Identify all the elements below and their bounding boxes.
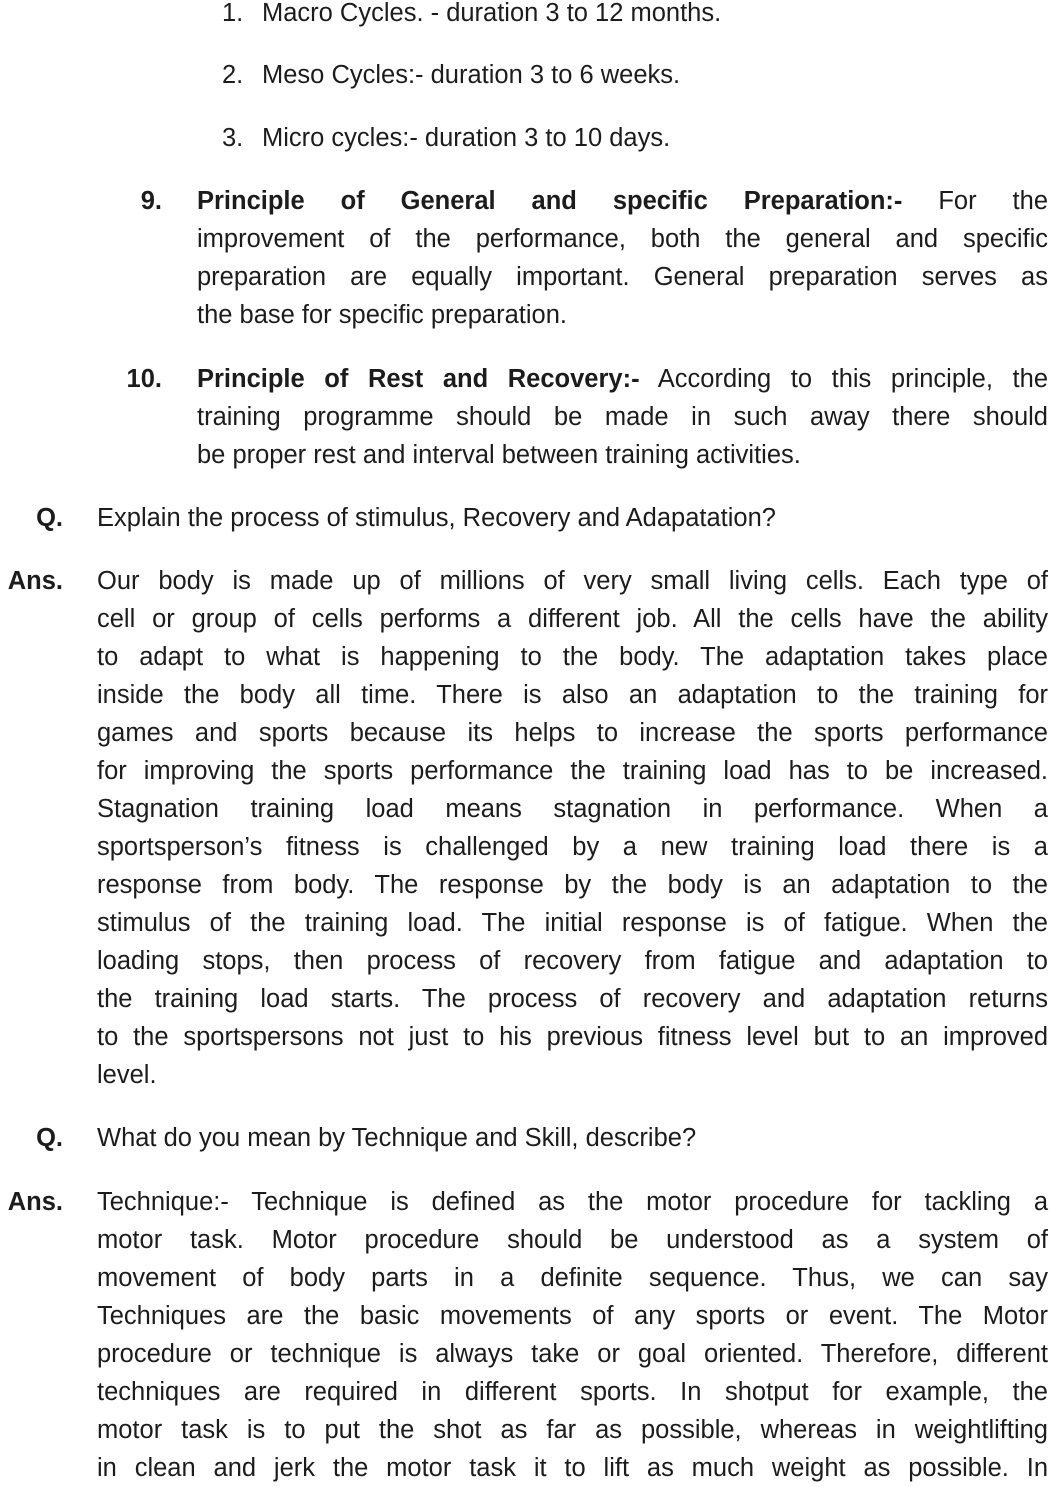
principle-title: Principle of Rest and Recovery:- [197,365,640,393]
cycle-item-macro [222,0,1002,32]
cycle-text: Micro cycles:- duration 3 to 10 days. [262,124,671,152]
answer-text [97,1183,1048,1487]
answer-line: games and sports because its helps to increase the sports performance [97,719,1048,747]
cycle-number: 3. [222,124,244,152]
answer-line: sportsperson’s fitness is challenged by a new training load there is a [97,833,1048,861]
principle-body [197,360,1048,474]
answer-line: cell or group of cells performs a different job. All the cells have the ability [97,605,1048,633]
principle-line: improvement of the performance, both the general and specific [197,225,1048,253]
answer-line: movement of body parts in a definite sequence. Thus, we can say [97,1264,1048,1292]
question-line: Explain the process of stimulus, Recovery and Adapatation? [97,504,776,532]
principle-line: the base for specific preparation. [197,301,567,329]
answer-line: procedure or technique is always take or goal oriented. Therefore, different [97,1340,1048,1368]
answer-label: Ans. [7,567,63,595]
question-label: Q. [36,1124,63,1152]
answer-line: to adapt to what is happening to the body. The adaptation takes place [97,643,1048,671]
principle-line: be proper rest and interval between training activities. [197,441,801,469]
answer-line: level. [97,1061,157,1089]
question-label: Q. [36,504,63,532]
answer-line: motor task. Motor procedure should be understood as a system of [97,1226,1048,1254]
answer-line: response from body. The response by the body is an adaptation to the [97,871,1048,899]
answer-line: the training load starts. The process of recovery and adaptation returns [97,985,1048,1013]
question-line: What do you mean by Technique and Skill, describe? [97,1124,697,1152]
principle-line: training programme should be made in such away there should [197,403,1048,431]
principle-line: Principle of Rest and Recovery:- According to this principle, the [197,365,1048,393]
question-text [97,499,1048,537]
answer-line: Our body is made up of millions of very small living cells. Each type of [97,567,1048,595]
cycle-number: 1. [222,0,244,27]
answer-line: stimulus of the training load. The initial response is of fatigue. When the [97,909,1048,937]
answer-text [97,562,1048,1094]
cycle-item-meso [222,56,1002,94]
principle-body [197,182,1048,334]
answer-line: to the sportspersons not just to his previous fitness level but to an improved [97,1023,1048,1051]
principle-number: 9. [140,187,162,215]
question-text [97,1119,1048,1157]
answer-line: loading stops, then process of recovery from fatigue and adaptation to [97,947,1048,975]
answer-line: Techniques are the basic movements of any sports or event. The Motor [97,1302,1048,1330]
principle-line: Principle of General and specific Preparation:- For the [197,187,1048,215]
answer-line: for improving the sports performance the training load has to be increased. [97,757,1048,785]
answer-line: Stagnation training load means stagnation in performance. When a [97,795,1048,823]
answer-line: inside the body all time. There is also an adaptation to the training for [97,681,1048,709]
principle-title: Principle of General and specific Preparation:- [197,187,903,215]
answer-line: in clean and jerk the motor task it to lift as much weight as possible. In [97,1454,1048,1482]
cycle-text: Meso Cycles:- duration 3 to 6 weeks. [262,61,681,89]
principle-line: preparation are equally important. General preparation serves as [197,263,1048,291]
cycle-text: Macro Cycles. - duration 3 to 12 months. [262,0,722,27]
answer-label: Ans. [7,1188,63,1216]
answer-line: Technique:- Technique is defined as the motor procedure for tackling a [97,1188,1048,1216]
answer-line: techniques are required in different sports. In shotput for example, the [97,1378,1048,1406]
cycle-number: 2. [222,61,244,89]
principle-number: 10. [126,365,162,393]
answer-line: motor task is to put the shot as far as possible, whereas in weightlifting [97,1416,1048,1444]
cycle-item-micro [222,119,1002,157]
